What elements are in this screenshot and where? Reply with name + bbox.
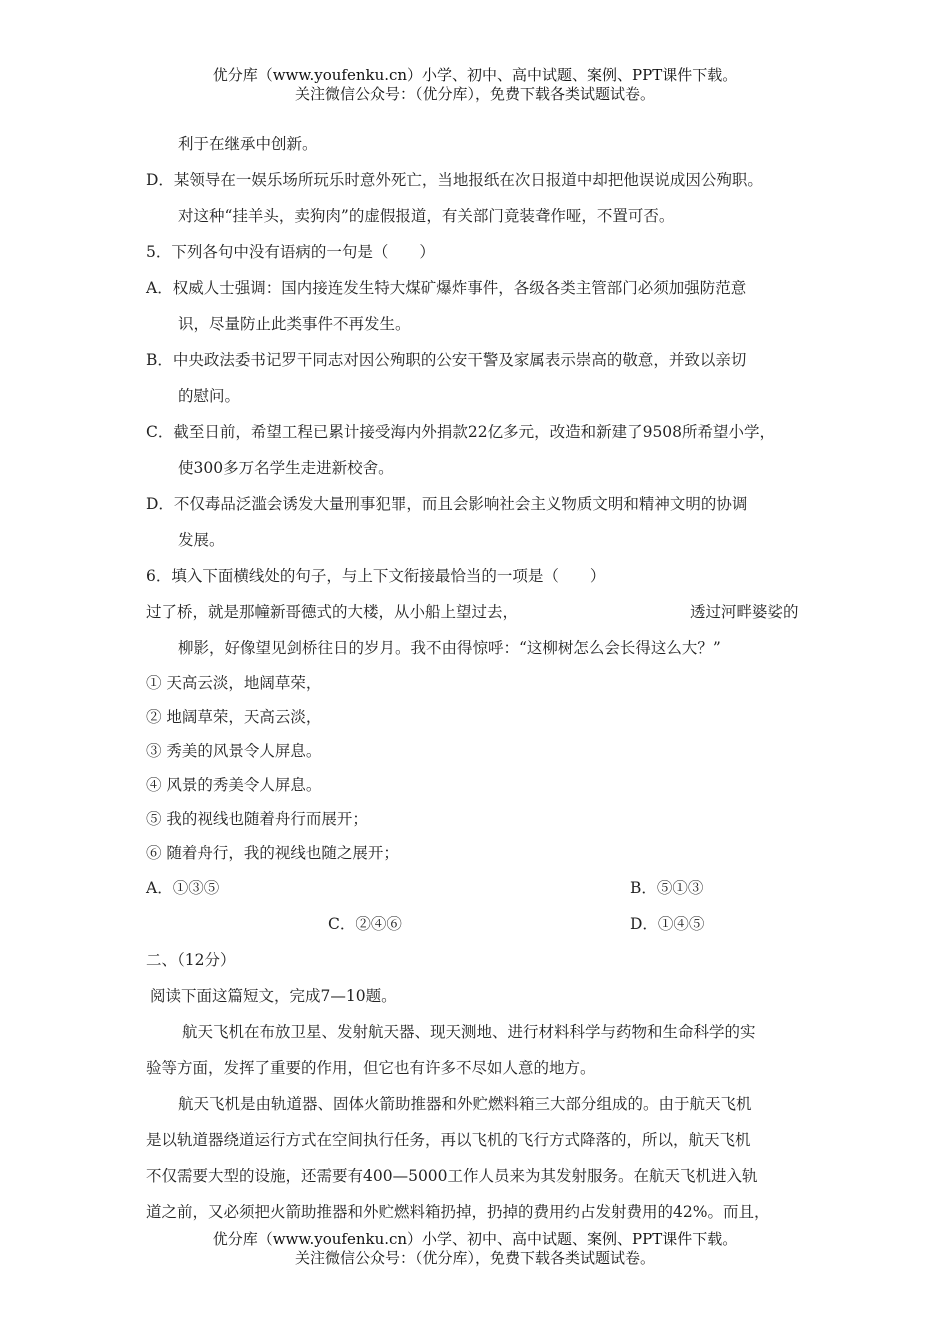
q4-option-d: D．某领导在一娱乐场所玩乐时意外死亡，当地报纸在次日报道中却把他误说成因公殉职。 — [146, 171, 763, 189]
q4-option-d-continuation: 对这种“挂羊头，卖狗肉”的虚假报道，有关部门竟装聋作哑，不置可否。 — [178, 207, 675, 225]
question-5: 5．下列各句中没有语病的一句是（ ） — [146, 243, 435, 261]
q6-passage-line-1 — [146, 594, 818, 630]
passage-p2-line-2: 是以轨道器绕道运行方式在空间执行任务，再以飞机的飞行方式降落的，所以，航天飞机 — [146, 1131, 751, 1149]
header-line-2: 关注微信公众号：（优分库），免费下载各类试题试卷。 — [294, 85, 655, 103]
q6-sentence-2: ② 地阔草荣，天高云淡， — [146, 708, 322, 726]
passage-p1-line-1: 航天飞机在布放卫星、发射航天器、现天测地、进行材料科学与药物和生命科学的实 — [182, 1023, 756, 1041]
q5-option-c: C．截至日前，希望工程已累计接受海内外捐款22亿多元，改造和新建了9508所希望小学， — [146, 423, 776, 441]
q6-passage-line-2: 柳影，好像望见剑桥往日的岁月。我不由得惊呼：“这柳树怎么会长得这么大？” — [178, 639, 721, 657]
q5-option-b: B．中央政法委书记罗干同志对因公殉职的公安干警及家属表示崇高的敬意，并致以亲切 — [146, 351, 747, 369]
q6-answer-d: D．①④⑤ — [630, 915, 705, 933]
passage-p2-line-4: 道之前，又必须把火箭助推器和外贮燃料箱扔掉，扔掉的费用约占发射费用的42%。而且， — [146, 1203, 770, 1221]
q6-sentence-1: ① 天高云淡，地阔草荣， — [146, 674, 322, 692]
q6-passage-after-blank: 透过河畔婆娑的 — [690, 603, 799, 621]
q6-sentence-4: ④ 风景的秀美令人屏息。 — [146, 776, 322, 794]
passage-p2-line-3: 不仅需要大型的设施，还需要有400—5000工作人员来为其发射服务。在航天飞机进入轨 — [146, 1167, 758, 1185]
header-line-1: 优分库（www.youfenku.cn）小学、初中、高中试题、案例、PPT课件下载。 — [212, 66, 738, 84]
q5-option-b-continuation: 的慰问。 — [178, 387, 241, 405]
page-header — [0, 66, 950, 104]
section-2-instruction: 阅读下面这篇短文，完成7—10题。 — [150, 987, 397, 1005]
document-body — [146, 126, 818, 1230]
q6-answers-row-2 — [146, 906, 818, 942]
q5-option-c-continuation: 使300多万名学生走进新校舍。 — [178, 459, 394, 477]
q6-sentence-6: ⑥ 随着舟行，我的视线也随之展开； — [146, 844, 399, 862]
q6-sentence-5: ⑤ 我的视线也随着舟行而展开； — [146, 810, 368, 828]
q5-option-d: D．不仅毒品泛滥会诱发大量刑事犯罪，而且会影响社会主义物质文明和精神文明的协调 — [146, 495, 748, 513]
q5-option-a: A．权威人士强调：国内接连发生特大煤矿爆炸事件，各级各类主管部门必须加强防范意 — [146, 279, 747, 297]
footer-line-1: 优分库（www.youfenku.cn）小学、初中、高中试题、案例、PPT课件下载。 — [212, 1230, 738, 1248]
q6-answer-a: A．①③⑤ — [146, 879, 220, 897]
passage-p1-line-2: 验等方面，发挥了重要的作用，但它也有许多不尽如人意的地方。 — [146, 1059, 596, 1077]
q5-option-a-continuation: 识，尽量防止此类事件不再发生。 — [178, 315, 411, 333]
q6-sentence-3: ③ 秀美的风景令人屏息。 — [146, 742, 322, 760]
q6-answer-c: C．②④⑥ — [328, 915, 402, 933]
question-6: 6．填入下面横线处的句子，与上下文衔接最恰当的一项是（ ） — [146, 567, 606, 585]
q6-passage-before-blank: 过了桥，就是那幢新哥德式的大楼，从小船上望过去， — [146, 603, 519, 621]
section-2-heading: 二、（12分） — [146, 951, 236, 969]
q4-option-c-continuation: 利于在继承中创新。 — [178, 135, 318, 153]
q6-answer-b: B．⑤①③ — [630, 879, 704, 897]
footer-line-2: 关注微信公众号：（优分库），免费下载各类试题试卷。 — [294, 1249, 655, 1267]
q5-option-d-continuation: 发展。 — [178, 531, 225, 549]
passage-p2-line-1: 航天飞机是由轨道器、固体火箭助推器和外贮燃料箱三大部分组成的。由于航天飞机 — [178, 1095, 752, 1113]
q6-answers-row-1 — [146, 870, 818, 906]
page-footer — [0, 1230, 950, 1268]
